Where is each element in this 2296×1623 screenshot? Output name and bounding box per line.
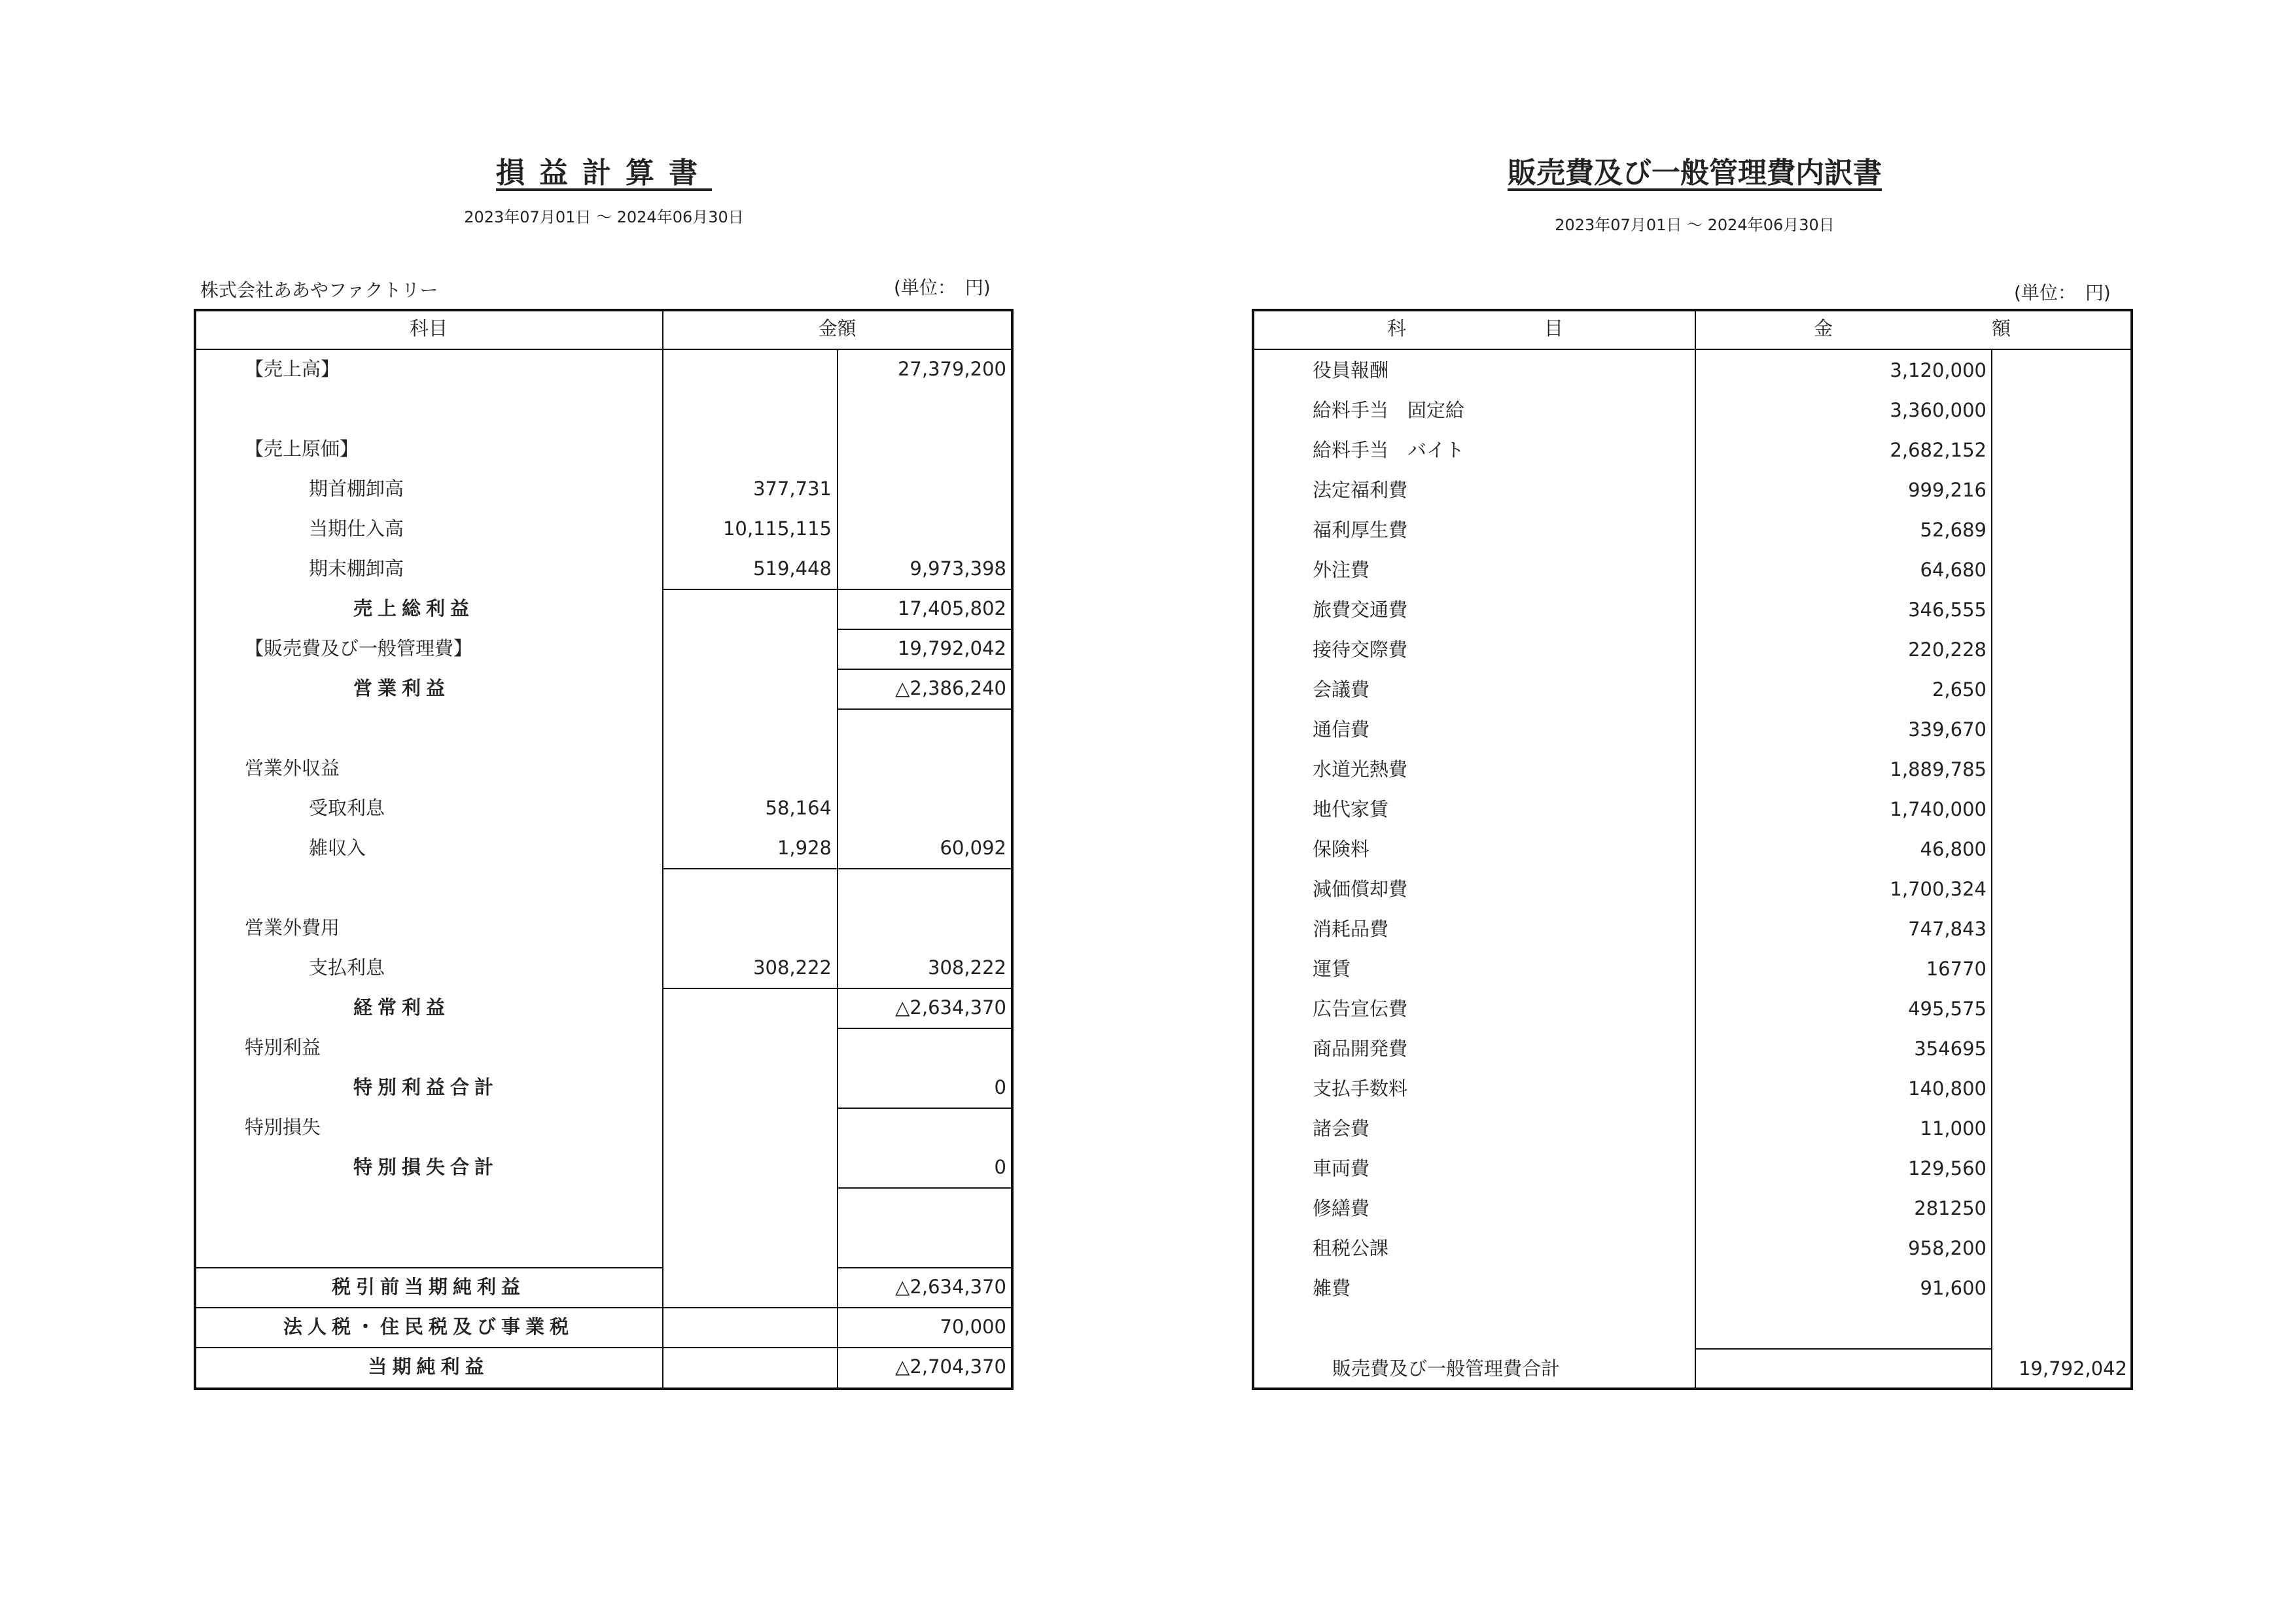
sga-label-taxes-dues: 租税公課	[1313, 1237, 1389, 1259]
sga-label-entertainment: 接待交際費	[1313, 638, 1408, 661]
pl-label-net-income: 当期純利益	[368, 1355, 489, 1378]
sga-value-fees: 140,800	[1908, 1077, 1987, 1100]
pl-label-interest-paid: 支払利息	[309, 956, 385, 979]
sga-value-salary-parttime: 2,682,152	[1890, 439, 1987, 461]
pl-value-closing-inventory: 519,448	[753, 557, 832, 580]
sga-value-outsourcing: 64,680	[1920, 559, 1987, 581]
sga-value-salary-fixed: 3,360,000	[1890, 399, 1987, 421]
pl-value-gross-profit: 17,405,802	[897, 597, 1006, 620]
pl-value-sga: 19,792,042	[897, 637, 1006, 659]
pl-label-closing-inventory: 期末棚卸高	[309, 557, 404, 580]
sga-label-officer-compensation: 役員報酬	[1313, 359, 1389, 381]
pl-label-ordinary-income: 経常利益	[353, 996, 451, 1019]
sga-label-salary-parttime: 給料手当 バイト	[1313, 439, 1465, 461]
sga-value-communication: 339,670	[1908, 718, 1987, 741]
sga-unit: (単位： 円)	[2014, 282, 2111, 304]
sga-head-subject-1: 科	[1387, 317, 1407, 340]
sga-label-vehicle: 車両費	[1313, 1157, 1370, 1179]
sga-value-depreciation: 1,700,324	[1890, 878, 1987, 900]
sga-value-officer-compensation: 3,120,000	[1890, 359, 1987, 381]
sga-value-legal-welfare: 999,216	[1908, 479, 1987, 501]
sga-label-product-development: 商品開発費	[1313, 1038, 1408, 1060]
sga-head-subject-2: 目	[1544, 317, 1564, 340]
sga-head-amount-1: 金	[1814, 317, 1833, 340]
sga-title: 販売費及び一般管理費内訳書	[1508, 156, 1882, 190]
pl-label-cogs: 【売上原価】	[245, 438, 359, 460]
pl-label-pretax-income: 税引前当期純利益	[331, 1276, 525, 1298]
pl-label-sga: 【販売費及び一般管理費】	[245, 637, 473, 659]
sga-label-salary-fixed: 給料手当 固定給	[1313, 399, 1465, 421]
sga-value-utilities: 1,889,785	[1890, 758, 1987, 780]
sga-label-fees: 支払手数料	[1313, 1077, 1408, 1100]
pl-value-cogs-total: 9,973,398	[910, 557, 1006, 580]
pl-value-ordinary-income: △2,634,370	[895, 996, 1006, 1019]
sga-value-freight: 16770	[1926, 958, 1987, 980]
sga-label-supplies: 消耗品費	[1313, 918, 1389, 940]
sga-value-taxes-dues: 958,200	[1908, 1237, 1987, 1259]
pl-label-opening-inventory: 期首棚卸高	[309, 478, 404, 500]
sga-value-vehicle: 129,560	[1908, 1157, 1987, 1179]
sga-label-outsourcing: 外注費	[1313, 559, 1370, 581]
sga-head-amount-2: 額	[1992, 317, 2011, 340]
sga-label-travel: 旅費交通費	[1313, 599, 1408, 621]
sga-label-repairs: 修繕費	[1313, 1197, 1370, 1219]
sga-total-label: 販売費及び一般管理費合計	[1332, 1357, 1561, 1380]
pl-unit: (単位： 円)	[894, 277, 991, 298]
pl-title: 損益計算書	[496, 156, 712, 190]
sga-label-utilities: 水道光熱費	[1313, 758, 1408, 780]
pl-value-net-income: △2,704,370	[895, 1355, 1006, 1378]
pl-label-interest-received: 受取利息	[309, 797, 385, 819]
pl-company: 株式会社ああやファクトリー	[200, 279, 438, 301]
pl-label-non-op-income: 営業外収益	[245, 757, 340, 779]
sga-period: 2023年07月01日 〜 2024年06月30日	[1555, 216, 1835, 234]
pl-label-purchases: 当期仕入高	[309, 517, 404, 540]
pl-value-extraordinary-gain-total: 0	[994, 1076, 1006, 1098]
sga-label-legal-welfare: 法定福利費	[1313, 479, 1408, 501]
sga-label-depreciation: 減価償却費	[1313, 878, 1408, 900]
sga-value-advertising: 495,575	[1908, 998, 1987, 1020]
pl-value-opening-inventory: 377,731	[753, 478, 832, 500]
sga-label-meeting: 会議費	[1313, 678, 1370, 701]
sga-value-insurance: 46,800	[1920, 838, 1987, 860]
pl-label-non-op-expense: 営業外費用	[245, 916, 340, 939]
pl-value-pretax-income: △2,634,370	[895, 1276, 1006, 1298]
pl-label-sales: 【売上高】	[245, 358, 340, 380]
pl-value-operating-income: △2,386,240	[895, 677, 1006, 699]
sga-label-communication: 通信費	[1313, 718, 1370, 741]
sga-label-insurance: 保険料	[1313, 838, 1370, 860]
pl-head-amount: 金額	[818, 317, 857, 340]
sga-value-rent: 1,740,000	[1890, 798, 1987, 820]
pl-label-gross-profit: 売上総利益	[353, 597, 475, 620]
sga-value-miscellaneous: 91,600	[1920, 1277, 1987, 1299]
sga-value-dues: 11,000	[1920, 1117, 1987, 1140]
pl-value-interest-paid: 308,222	[753, 956, 832, 979]
pl-label-extraordinary-loss-total: 特別損失合計	[353, 1156, 499, 1178]
sga-total-value: 19,792,042	[2018, 1357, 2127, 1380]
pl-label-extraordinary-loss: 特別損失	[245, 1116, 321, 1138]
sga-value-repairs: 281250	[1914, 1197, 1987, 1219]
pl-label-extraordinary-gain-total: 特別利益合計	[353, 1076, 499, 1098]
sga-label-rent: 地代家賃	[1313, 798, 1389, 820]
pl-label-misc-income: 雑収入	[309, 837, 366, 859]
pl-value-non-op-income-total: 60,092	[940, 837, 1006, 859]
sga-value-supplies: 747,843	[1908, 918, 1987, 940]
sga-label-welfare: 福利厚生費	[1313, 519, 1408, 541]
sga-value-entertainment: 220,228	[1908, 638, 1987, 661]
pl-value-extraordinary-loss-total: 0	[994, 1156, 1006, 1178]
sga-value-welfare: 52,689	[1920, 519, 1987, 541]
sga-value-meeting: 2,650	[1932, 678, 1987, 701]
pl-label-operating-income: 営業利益	[353, 677, 451, 699]
sga-label-freight: 運賃	[1313, 958, 1351, 980]
sga-label-dues: 諸会費	[1313, 1117, 1370, 1140]
pl-value-sales: 27,379,200	[897, 358, 1006, 380]
pl-value-non-op-expense-total: 308,222	[928, 956, 1006, 979]
pl-value-interest-received: 58,164	[765, 797, 832, 819]
sga-label-advertising: 広告宣伝費	[1313, 998, 1408, 1020]
pl-label-extraordinary-gain: 特別利益	[245, 1036, 321, 1058]
pl-value-purchases: 10,115,115	[722, 517, 832, 540]
sga-label-miscellaneous: 雑費	[1313, 1277, 1351, 1299]
pl-head-subject: 科目	[409, 317, 448, 340]
pl-value-misc-income: 1,928	[777, 837, 832, 859]
sga-value-product-development: 354695	[1914, 1038, 1987, 1060]
pl-period: 2023年07月01日 〜 2024年06月30日	[464, 208, 744, 226]
pl-label-income-taxes: 法人税・住民税及び事業税	[283, 1316, 574, 1338]
pl-value-income-taxes: 70,000	[940, 1316, 1006, 1338]
sga-value-travel: 346,555	[1908, 599, 1987, 621]
